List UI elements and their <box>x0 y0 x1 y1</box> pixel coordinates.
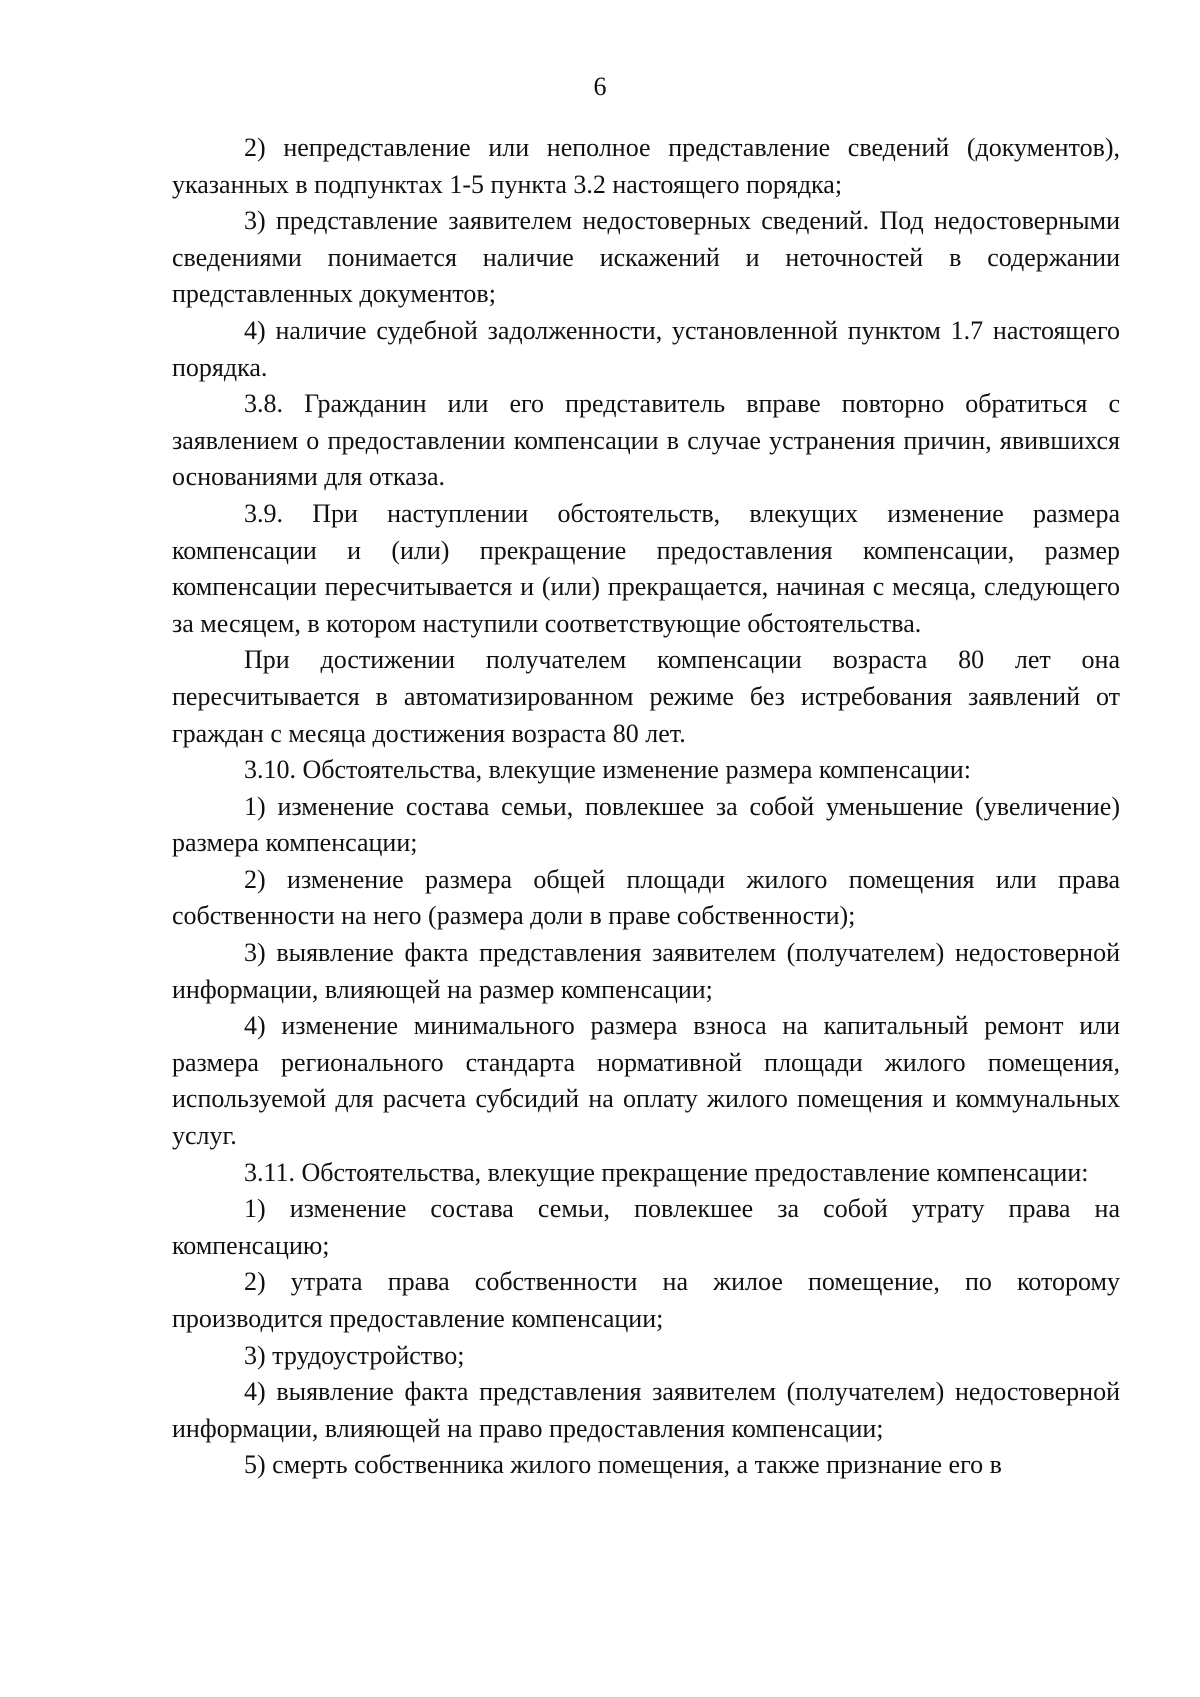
paragraph-clause-3-11: 3.11. Обстоятельства, влекущие прекращение предоставление компенсации: <box>244 1157 1089 1187</box>
paragraph-item-4-court-debt: 4) наличие судебной задолженности, установленной пунктом 1.7 настоящего порядка. <box>172 315 1120 382</box>
paragraph-3-11-item-1: 1) изменение состава семьи, повлекшее за собой утрату права на компенсацию; <box>172 1194 1120 1260</box>
paragraph-3-10-item-3: 3) выявление факта представления заявителем (получателем) недостоверной информации, влияющей на размер компенсации; <box>172 938 1120 1004</box>
paragraph-3-10-item-4: 4) изменение минимального размера взноса на капитальный ремонт или размера регионального стандарта нормативной площади жилого помещения, используемой для расчета субсидий на оплату жилого помещения и коммунальных услуг. <box>172 1011 1120 1151</box>
paragraph-clause-3-10: 3.10. Обстоятельства, влекущие изменение размера компенсации: <box>244 755 971 785</box>
page-number: 6 <box>593 72 607 101</box>
paragraph-3-11-item-3: 3) трудоустройство; <box>244 1340 465 1370</box>
paragraph-clause-3-9: 3.9. При наступлении обстоятельств, влекущих изменение размера компенсации и (или) прекращение предоставления компенсации, размер компенсации пересчитывается и (или) прекращается, начиная с месяца, следующего за месяцем, в котором наступили соответствующие обстоятельства. <box>172 498 1120 638</box>
paragraph-3-10-item-1: 1) изменение состава семьи, повлекшее за собой уменьшение (увеличение) размера компенсации; <box>172 791 1120 858</box>
paragraph-item-2-nonsubmission: 2) непредставление или неполное представление сведений (документов), указанных в подпунктах 1-5 пункта 3.2 настоящего порядка; <box>172 133 1120 199</box>
paragraph-age-80-recalc: При достижении получателем компенсации возраста 80 лет она пересчитывается в автоматизированном режиме без истребования заявлений от граждан с месяца достижения возраста 80 лет. <box>172 645 1120 748</box>
document-body <box>172 130 1120 1484</box>
paragraph-clause-3-8: 3.8. Гражданин или его представитель вправе повторно обратиться с заявлением о предоставлении компенсации в случае устранения причин, явившихся основаниями для отказа. <box>172 389 1120 492</box>
paragraph-3-11-item-4: 4) выявление факта представления заявителем (получателем) недостоверной информации, влияющей на право предоставления компенсации; <box>172 1377 1120 1443</box>
paragraph-item-3-false-info: 3) представление заявителем недостоверных сведений. Под недостоверными сведениями понимается наличие искажений и неточностей в содержании представленных документов; <box>172 206 1120 309</box>
paragraph-3-11-item-2: 2) утрата права собственности на жилое помещение, по которому производится предоставление компенсации; <box>172 1267 1120 1333</box>
paragraph-3-10-item-2: 2) изменение размера общей площади жилого помещения или права собственности на него (размера доли в праве собственности); <box>172 864 1120 931</box>
paragraph-3-11-item-5: 5) смерть собственника жилого помещения, а также признание его в <box>244 1450 1002 1480</box>
